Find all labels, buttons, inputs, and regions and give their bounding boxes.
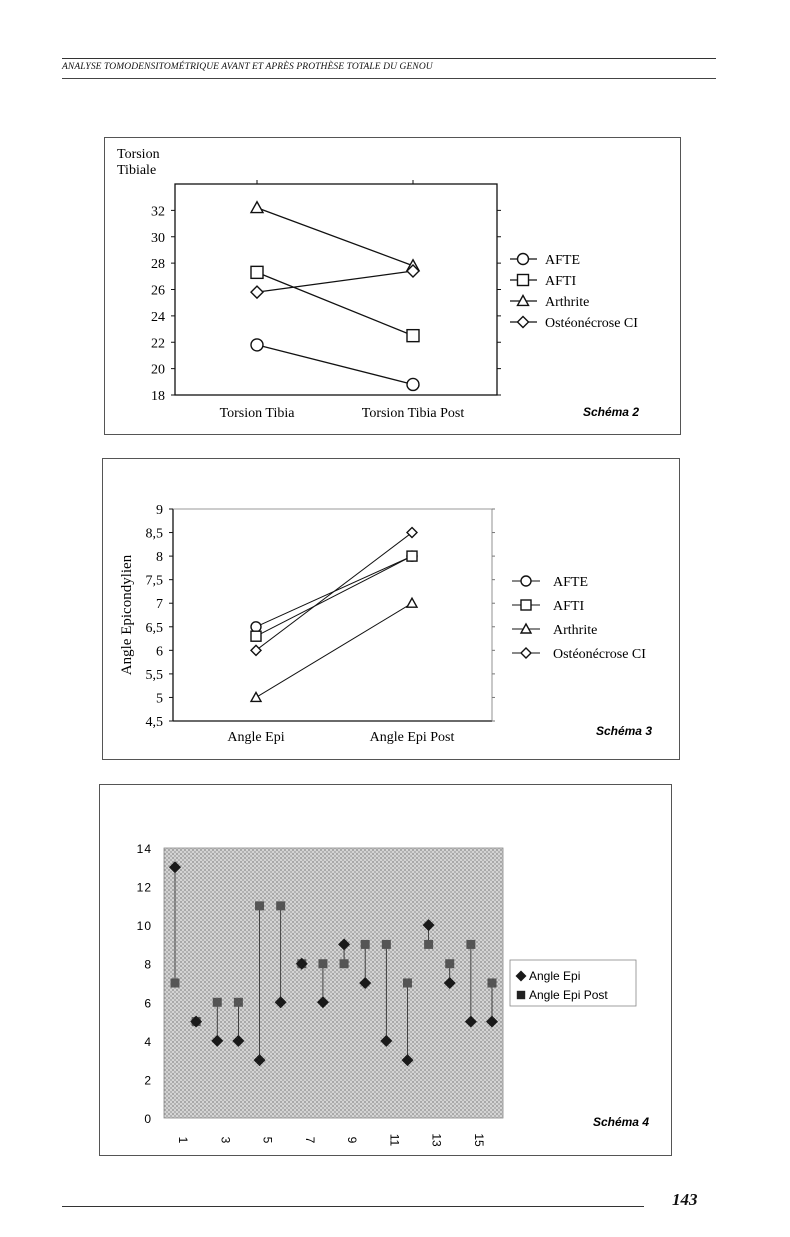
y-tick-label: 6 [144,996,152,1011]
data-point-angle-epi-post [277,902,285,910]
legend-label: AFTE [553,575,588,590]
y-tick-label: 7 [156,597,163,613]
y-tick-label: 5 [156,691,163,707]
series-line-triangle [257,208,413,266]
y-tick-label: 4 [144,1034,152,1049]
series-line-diamond [256,533,412,651]
legend-marker-circle [518,254,529,265]
x-category-label: Angle Epi Post [369,730,455,745]
data-point-triangle [251,692,261,701]
y-axis-label: Angle Epicondylien [119,554,135,676]
data-point-square [251,266,263,278]
y-tick-label: 20 [151,362,165,378]
data-point-angle-epi-post [446,960,454,968]
chart-caption: Schéma 4 [592,1115,649,1129]
data-point-square [407,551,417,561]
chart-caption: Schéma 2 [582,405,639,419]
x-category-label: Torsion Tibia [219,406,295,421]
data-point-square [407,330,419,342]
chart-panel-torsion [104,137,681,435]
footer-rule [62,1206,644,1207]
y-tick-label: 8,5 [145,526,163,542]
legend-label: Angle Epi Post [529,988,608,1002]
data-point-triangle [251,202,263,213]
x-tick-label: 11 [387,1133,402,1147]
y-tick-label: 14 [136,842,152,856]
y-tick-label: 0 [144,1112,152,1126]
y-tick-label: 24 [151,309,165,325]
data-point-angle-epi-post [488,979,496,987]
legend-marker-square [518,992,525,999]
data-point-angle-epi-post [171,979,179,987]
chart-caption: Schéma 3 [595,724,652,738]
y-tick-label: 5,5 [145,667,163,683]
legend-marker-diamond [521,648,531,658]
data-point-angle-epi-post [256,902,264,910]
x-tick-label: 5 [260,1136,275,1144]
y-tick-label: 10 [136,919,152,934]
legend-label: Arthrite [545,295,590,310]
series-line-triangle [256,603,412,697]
data-point-angle-epi-post [319,960,327,968]
x-tick-label: 9 [345,1136,360,1144]
data-point-square [251,631,261,641]
data-point-circle [407,378,419,390]
data-point-angle-epi-post [467,941,475,949]
data-point-angle-epi-post [425,941,433,949]
chart-panel-angle-epi [102,458,680,760]
y-tick-label: 18 [151,389,165,404]
y-axis-label-2: Tibiale [117,163,157,178]
x-tick-label: 3 [218,1136,233,1144]
y-axis-label: Torsion [117,147,160,162]
running-header: ANALYSE TOMODENSITOMÉTRIQUE AVANT ET APRÈS PROTHÈSE TOTALE DU GENOU [62,62,433,72]
x-category-label: Angle Epi [227,730,285,745]
y-tick-label: 6,5 [145,620,163,636]
legend-label: AFTI [553,599,585,614]
chart-angle-epicondylien-scatter [100,785,671,1155]
plot-frame [175,184,497,395]
data-point-angle-epi-post [213,998,221,1006]
data-point-diamond [251,645,261,655]
header-rule [62,78,716,79]
legend-label: Arthrite [553,623,598,638]
y-tick-label: 6 [156,644,163,660]
chart-angle-epicondylien [103,459,679,759]
y-tick-label: 4,5 [145,715,163,730]
chart-panel-scatter [99,784,672,1156]
x-tick-label: 13 [429,1133,444,1147]
page-number: 143 [672,1190,698,1209]
data-point-angle-epi-post [404,979,412,987]
data-point-diamond [251,286,263,298]
data-point-angle-epi-post [361,941,369,949]
y-tick-label: 32 [151,204,165,220]
data-point-angle-epi-post [340,960,348,968]
legend-marker-square [521,600,531,610]
y-tick-label: 8 [156,550,163,566]
legend-marker-square [518,275,529,286]
x-category-label: Torsion Tibia Post [361,406,465,421]
y-tick-label: 26 [151,283,165,299]
chart-torsion-tibiale [105,138,680,434]
data-point-angle-epi-post [235,998,243,1006]
legend-label: AFTI [545,274,577,289]
legend-marker-circle [521,576,531,586]
y-tick-label: 2 [144,1073,152,1088]
y-tick-label: 12 [136,880,152,895]
data-point-circle [251,339,263,351]
y-tick-label: 8 [144,957,152,972]
y-tick-label: 9 [156,503,163,518]
data-point-triangle [407,598,417,607]
y-tick-label: 22 [151,336,165,352]
series-line-square [256,556,412,636]
legend-label: Ostéonécrose CI [545,316,638,331]
legend-label: Angle Epi [529,969,581,983]
data-point-circle [251,622,261,632]
x-tick-label: 7 [302,1136,317,1144]
legend-label: Ostéonécrose CI [553,647,646,662]
legend-marker-diamond [518,317,529,328]
data-point-angle-epi-post [383,941,391,949]
x-tick-label: 1 [176,1136,190,1144]
y-tick-label: 7,5 [145,573,163,589]
legend-label: AFTE [545,253,580,268]
y-tick-label: 30 [151,230,165,246]
y-tick-label: 28 [151,257,165,273]
top-rule [62,58,716,59]
data-point-diamond [407,528,417,538]
x-tick-label: 15 [471,1133,486,1147]
series-line-circle [257,345,413,385]
